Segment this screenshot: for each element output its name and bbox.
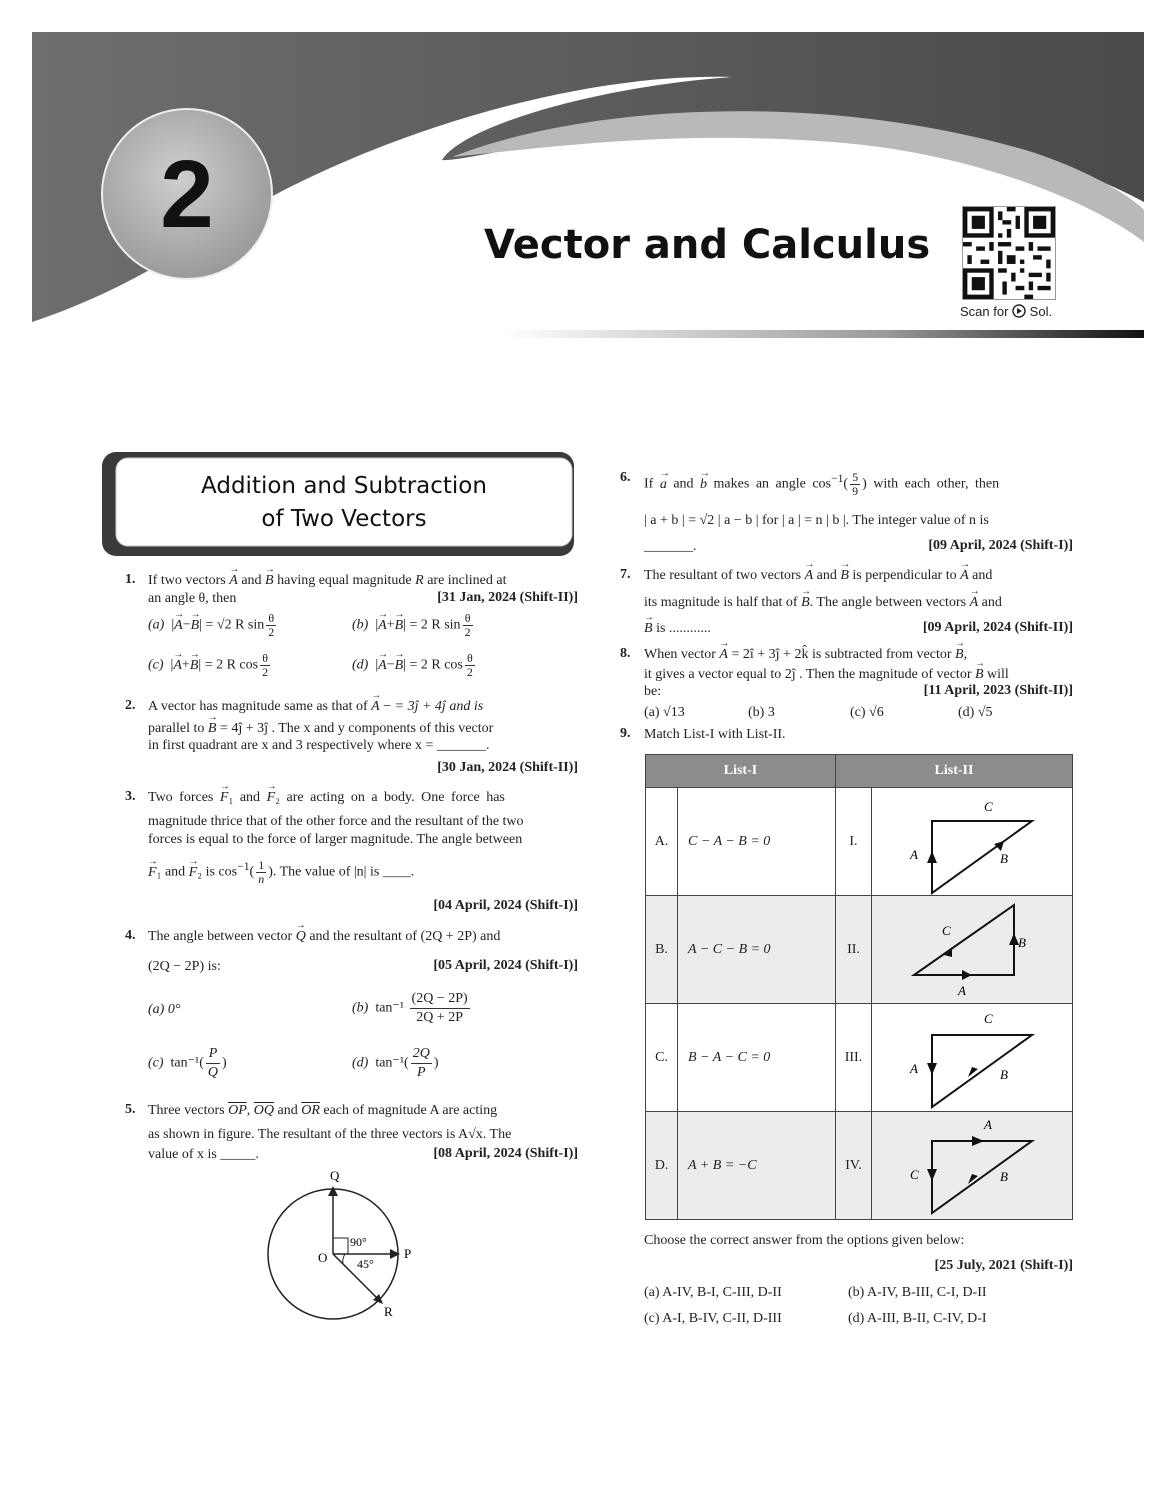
q4-option-c: (c) tan⁻¹( $\frac{P}{Q}$ ) (148, 1046, 227, 1080)
q2-line1-text: A vector has magnitude same as that of (148, 699, 368, 714)
q1-text1: If two vectors (148, 573, 226, 588)
q2-line1: A vector has magnitude same as that of → A − = 3ĵ + 4ĵ and is (148, 698, 483, 716)
q8-line1: When vector → A = 2î + 3ĵ + 2k̂ is subtracted from vector → B, (644, 646, 967, 664)
q1-opt-d-text: = 2 R cos (409, 657, 463, 673)
q3-line4-cos: is cos (205, 864, 238, 880)
table-row (646, 788, 1073, 896)
match-table-header (646, 755, 1073, 788)
row-label: D. (646, 1112, 678, 1220)
q8-line2-text: it gives a vector equal to 2ĵ . Then the magnitude of vector (644, 667, 972, 682)
q5-label-q: Q (330, 1168, 340, 1183)
q7-source: [09 April, 2024 (Shift-II)] (922, 620, 1073, 635)
q2-line2: parallel to → B = 4ĵ + 3ĵ . The x and y components of this vector (148, 720, 493, 738)
q4-opt-c-den: Q (207, 1065, 219, 1080)
q4-opt-c-fn: tan⁻¹ (170, 1055, 200, 1071)
q3-line3: forces is equal to the force of larger magnitude. The angle between (148, 832, 523, 847)
q4-number: 4. (125, 928, 136, 943)
q3-line1-and: and (239, 790, 261, 805)
q7-line1-and: and (816, 568, 837, 583)
q1-text3: are inclined at (427, 573, 507, 588)
q7-line1-text: The resultant of two vectors (644, 568, 802, 583)
q9-source: [25 July, 2021 (Shift-I)] (934, 1258, 1073, 1273)
q3-line2: magnitude thrice that of the other force and the resultant of the two (148, 814, 524, 829)
q5-angle-45: 45° (357, 1257, 374, 1271)
q3-line4: → F₁ and → F₂ is $\cos^{-1}$( $\frac{1}{n}$ ). The value of |n| is ____. (148, 858, 414, 886)
q5-line1-and: and (277, 1103, 298, 1118)
q1-opt-b-label: (b) (352, 617, 369, 633)
q9-option-d: (d) A-III, B-II, C-IV, D-I (848, 1311, 987, 1326)
q6-line2: | a + b | = √2 | a − b | for | a | = n | b |. The integer value of n is (644, 513, 989, 528)
row-figure (872, 896, 1073, 1004)
fig-iv-label-a: A (984, 1116, 992, 1132)
q1-opt-a-label: (a) (148, 617, 165, 633)
row-expression: A − C − B = 0 (678, 896, 836, 1004)
q3-line4-rest: . The value of |n| is ____. (272, 864, 415, 880)
q6-frac-num: 5 (852, 469, 859, 484)
fig-i-label-c: C (984, 798, 993, 814)
q4-opt-b-label: (b) (352, 1000, 369, 1016)
q6-line1-and: and (673, 476, 694, 492)
q6-line3: _______. (644, 539, 697, 554)
qr-code-icon[interactable] (962, 206, 1056, 300)
fig-ii-label-a: A (958, 982, 966, 998)
q5-number: 5. (125, 1102, 136, 1117)
qr-caption (960, 304, 1052, 319)
q7-line1-perp: is perpendicular to (852, 568, 957, 583)
q1-line1: If two vectors → A and → B having equal magnitude R are inclined at (148, 572, 507, 590)
q1-number: 1. (125, 572, 136, 587)
q5-line2: as shown in figure. The resultant of the three vectors is A√x. The (148, 1127, 512, 1142)
row-figure (872, 788, 1073, 896)
q5-circle-figure (262, 1168, 432, 1328)
q5-line3: value of x is _____. (148, 1147, 259, 1162)
q5-label-p: P (404, 1246, 412, 1261)
q1-opt-b-text: = 2 R sin (409, 617, 461, 633)
q7-line2-and: and (981, 595, 1002, 610)
fig-iv-label-b: B (1000, 1168, 1008, 1184)
q4-source: [05 April, 2024 (Shift-I)] (433, 958, 578, 973)
q4-line1-text: The angle between vector (148, 929, 293, 944)
row-expression: A + B = −C (678, 1112, 836, 1220)
q1-frac-num-c: θ (260, 652, 270, 666)
q5-source: [08 April, 2024 (Shift-I)] (433, 1146, 578, 1161)
q4-option-b (352, 990, 472, 1027)
q9-option-b: (b) A-IV, B-III, C-I, D-II (848, 1285, 987, 1300)
q2-number: 2. (125, 698, 136, 713)
q8-line2-will: will (987, 667, 1009, 682)
q3-line4-and: and (164, 864, 186, 880)
fig-ii-label-b: B (1018, 934, 1026, 950)
q8-option-a: (a) √13 (644, 705, 685, 720)
row-label: C. (646, 1004, 678, 1112)
q7-line2: its magnitude is half that of → B. The angle between vectors → A and (644, 594, 1002, 612)
q8-source: [11 April, 2023 (Shift-II)] (923, 683, 1073, 698)
q1-source: [31 Jan, 2024 (Shift-II)] (437, 590, 578, 605)
q3-line1: Two forces → F₁ and → F₂ are acting on a body. One force has (148, 789, 505, 807)
row-expression: C − A − B = 0 (678, 788, 836, 896)
row-label: B. (646, 896, 678, 1004)
q7-line1-and2: and (972, 568, 993, 583)
q5-label-o: O (318, 1250, 328, 1265)
fig-iv-label-c: C (910, 1166, 919, 1182)
chapter-title: Vector and Calculus (484, 222, 931, 268)
q1-text2: having equal magnitude (277, 573, 412, 588)
q5-line1: Three vectors $\overline{OP}$, $\overline{OQ}$ and $\overline{OR}$ each of magnitude A are acting (148, 1103, 498, 1118)
row-roman: III. (835, 1004, 871, 1112)
q5-angle-90: 90° (350, 1235, 367, 1249)
q3-line1-rest: are acting on a body. One force has (286, 790, 505, 805)
play-icon (1012, 304, 1026, 318)
q2-line2-expr: = 4ĵ + 3ĵ . The x and y components of this vector (219, 721, 494, 736)
row-roman: I. (835, 788, 871, 896)
q1-frac-num: θ (266, 612, 276, 626)
fig-i-label-b: B (1000, 850, 1008, 866)
q1-frac-den-c: 2 (262, 665, 269, 679)
q1-opt-c-label: (c) (148, 657, 164, 673)
row-roman: IV. (835, 1112, 871, 1220)
q9-option-c: (c) A-I, B-IV, C-II, D-III (644, 1311, 782, 1326)
q4-opt-b-num: (2Q − 2P) (410, 990, 470, 1009)
q8-number: 8. (620, 646, 631, 661)
section-title-line2: of Two Vectors (261, 506, 427, 532)
q4-line2: (2Q − 2P) is: (148, 959, 221, 974)
q4-opt-c-label: (c) (148, 1055, 164, 1071)
q6-source: [09 April, 2024 (Shift-I)] (928, 538, 1073, 553)
q9-choose: Choose the correct answer from the options given below: (644, 1233, 965, 1248)
table-row (646, 1112, 1073, 1220)
q1-frac-num-d: θ (465, 652, 475, 666)
list-i-header: List-I (646, 755, 836, 788)
q7-line3-text: is ............ (656, 621, 711, 636)
q2-line1-expr: = 3ĵ + 4ĵ and is (394, 699, 484, 714)
fig-ii-label-c: C (942, 922, 951, 938)
q4-opt-d-label: (d) (352, 1055, 369, 1071)
section-title (122, 470, 566, 536)
table-row (646, 896, 1073, 1004)
q7-line2-angle: . The angle between vectors (809, 595, 967, 610)
q1-line2: an angle θ, then (148, 591, 237, 606)
q4-line1: The angle between vector → Q and the resultant of (2Q + 2P) and (148, 928, 500, 946)
q7-line1: The resultant of two vectors → A and → B is perpendicular to → A and (644, 567, 992, 585)
q6-number: 6. (620, 470, 631, 485)
q4-opt-c-num: P (206, 1045, 220, 1064)
q9-line1: Match List-I with List-II. (644, 727, 786, 742)
qr-caption-text: Scan for (960, 304, 1009, 319)
q1-option-b: (b) |→ A+→ B| = 2 R sin $\frac{\theta}{2}$ (352, 612, 475, 639)
row-label: A. (646, 788, 678, 896)
q5-vec-op: $\overline{OP}$ (228, 1103, 247, 1118)
q7-line3: → B is ............ (644, 620, 711, 638)
q6-line1-cos: makes an angle cos (713, 476, 832, 492)
q8-line1-expr: = 2î + 3ĵ + 2k̂ is subtracted from vector (731, 647, 952, 662)
q8-option-d: (d) √5 (958, 705, 993, 720)
q1-opt-a-text: = √2 R sin (205, 617, 265, 633)
q6-frac-den: 9 (852, 483, 859, 498)
row-figure (872, 1004, 1073, 1112)
row-roman: II. (835, 896, 871, 1004)
q5-label-r: R (384, 1304, 393, 1319)
q5-line1-rest: each of magnitude A are acting (323, 1103, 498, 1118)
q4-opt-d-den: P (416, 1065, 426, 1080)
q5-vec-or: $\overline{OR}$ (301, 1103, 320, 1118)
q1-frac-num-b: θ (463, 612, 473, 626)
q1-frac-den-b: 2 (464, 625, 471, 639)
triangle-figure-i (872, 789, 1072, 895)
q3-number: 3. (125, 789, 136, 804)
q4-opt-b-den: 2Q + 2P (416, 1010, 463, 1025)
list-ii-header: List-II (835, 755, 1072, 788)
q8-option-b: (b) 3 (748, 705, 775, 720)
q7-line2-text: its magnitude is half that of (644, 595, 798, 610)
match-table (645, 754, 1073, 1220)
q4-opt-b-fn: tan⁻¹ (375, 1000, 405, 1016)
qr-caption-sol: Sol. (1029, 304, 1053, 319)
q1-option-d: (d) |→ A−→ B| = 2 R cos $\frac{\theta}{2}$ (352, 652, 477, 679)
fig-i-label-a: A (910, 846, 918, 862)
q7-number: 7. (620, 567, 631, 582)
q4-opt-d-num: 2Q (411, 1045, 432, 1064)
q4-opt-d-fn: tan⁻¹ (375, 1055, 405, 1071)
row-expression: B − A − C = 0 (678, 1004, 836, 1112)
q4-option-a: (a) 0° (148, 1002, 181, 1017)
q5-line1-text: Three vectors (148, 1103, 225, 1118)
q2-source: [30 Jan, 2024 (Shift-II)] (437, 760, 578, 775)
q9-option-a: (a) A-IV, B-I, C-III, D-II (644, 1285, 782, 1300)
fig-iii-label-a: A (910, 1060, 918, 1076)
triangle-figure-iv (872, 1113, 1072, 1219)
q8-option-c: (c) √6 (850, 705, 884, 720)
q4-line1-rest: and the resultant of (2Q + 2P) and (309, 929, 501, 944)
triangle-figure-ii (872, 897, 1072, 1003)
q6-line1-if: If (644, 476, 654, 492)
q2-line3: in first quadrant are x and 3 respectively where x = _______. (148, 738, 490, 753)
q8-line3: be: (644, 684, 662, 699)
q1-option-a: (a) |→ A−→ B| = √2 R sin $\frac{\theta}{2}$ (148, 612, 278, 639)
q1-opt-d-label: (d) (352, 657, 369, 673)
chapter-number: 2 (160, 141, 214, 248)
q1-frac-den-d: 2 (466, 665, 473, 679)
fig-iii-label-b: B (1000, 1066, 1008, 1082)
q1-frac-den: 2 (268, 625, 275, 639)
row-figure (872, 1112, 1073, 1220)
q3-line1-text: Two forces (148, 790, 214, 805)
q6-line1-rest: with each other, then (873, 476, 1000, 492)
q8-line1-text: When vector (644, 647, 716, 662)
q4-option-d: (d) tan⁻¹( $\frac{2Q}{P}$ ) (352, 1046, 439, 1080)
section-title-line1: Addition and Subtraction (201, 473, 487, 499)
q6-line1: If → a and → b makes an angle $\cos^{-1}$( $\frac{5}{9}$ ) with each other, then (644, 470, 999, 498)
table-row (646, 1004, 1073, 1112)
q8-line2: it gives a vector equal to 2ĵ . Then the magnitude of vector → B will (644, 666, 1009, 684)
q1-opt-c-text: = 2 R cos (204, 657, 259, 673)
q1-option-c: (c) |→ A+→ B| = 2 R cos $\frac{\theta}{2}$ (148, 652, 272, 679)
q3-source: [04 April, 2024 (Shift-I)] (433, 898, 578, 913)
q2-line2-text: parallel to (148, 721, 205, 736)
fig-iii-label-c: C (984, 1010, 993, 1026)
q5-vec-oq: $\overline{OQ}$ (253, 1103, 274, 1118)
q9-number: 9. (620, 726, 631, 741)
triangle-figure-iii (872, 1005, 1072, 1111)
